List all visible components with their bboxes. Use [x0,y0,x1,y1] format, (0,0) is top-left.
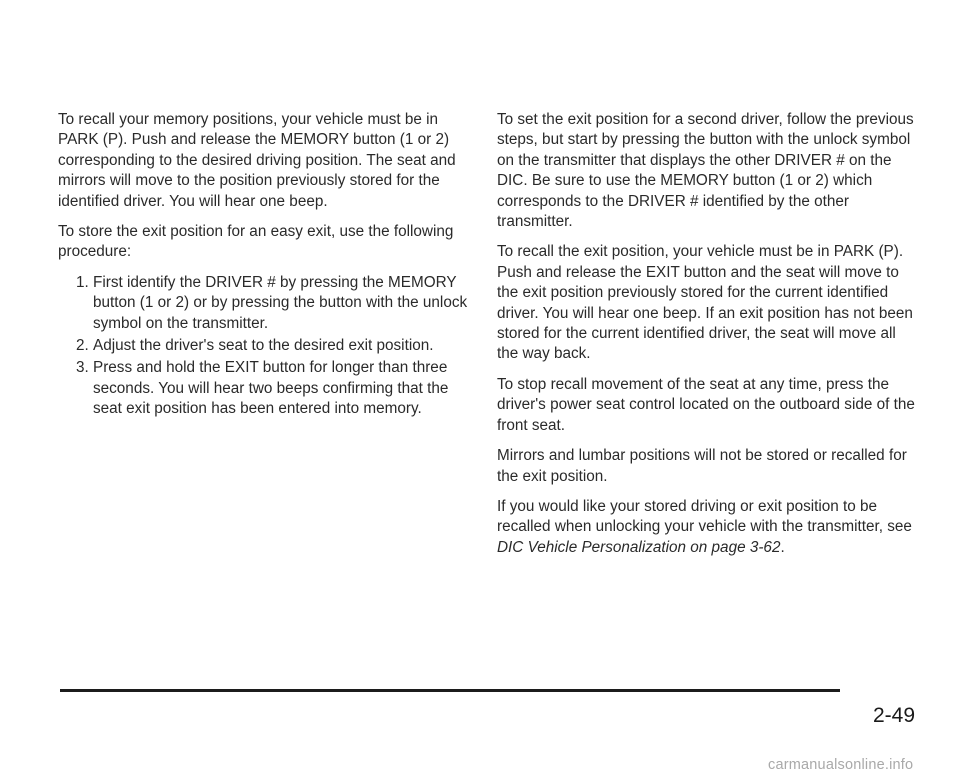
list-item: 3. Press and hold the EXIT button for longer than three seconds. You will hear two beeps confirming that the seat exit position has been entered into memory. [93,358,473,419]
mirrors-lumbar-paragraph: Mirrors and lumbar positions will not be stored or recalled for the exit position. [497,447,907,485]
right-column [497,110,917,568]
list-item: 2. Adjust the driver's seat to the desired exit position. [93,336,473,356]
cross-reference-link[interactable]: DIC Vehicle Personalization on page 3-62 [497,538,781,556]
recall-memory-paragraph: To recall your memory positions, your vehicle must be in PARK (P). Push and release the MEMORY button (1 or 2) corresponding to the desired driving position. The seat and mirrors will move to the position previously stored for the identified driver. You will hear one beep. [58,111,456,210]
stop-recall-paragraph: To stop recall movement of the seat at any time, press the driver's power seat control located on the outboard side of the front seat. [497,375,915,434]
store-exit-steps-list [58,273,473,420]
remote-recall-end: . [780,538,785,556]
remote-recall-text: If you would like your stored driving or exit position to be recalled when unlocking your vehicle with the transmitter, see [497,497,912,536]
recall-exit-paragraph: To recall the exit position, your vehicle must be in PARK (P). Push and release the EXIT button and the seat will move to the exit position previously stored for the current identified driver. You will hear one beep. If an exit position has not been stored for the current identified driver, the seat will move all the way back. [497,243,913,363]
store-exit-intro-paragraph: To store the exit position for an easy exit, use the following procedure: [58,223,454,261]
footer-rule [60,689,840,692]
page-number: 2-49 [873,704,916,727]
remote-recall-paragraph [497,497,917,558]
left-column [58,110,473,430]
watermark: carmanualsonline.info [768,757,914,773]
second-driver-paragraph: To set the exit position for a second driver, follow the previous steps, but start by pressing the button with the unlock symbol on the transmitter that displays the other DRIVER # on the DIC. Be sure to use the MEMORY button (1 or 2) which corresponds to the DRIVER # identified by the other transmitter. [497,111,914,231]
list-item: 1. First identify the DRIVER # by pressing the MEMORY button (1 or 2) or by pressing the button with the unlock symbol on the transmitter. [93,273,473,334]
